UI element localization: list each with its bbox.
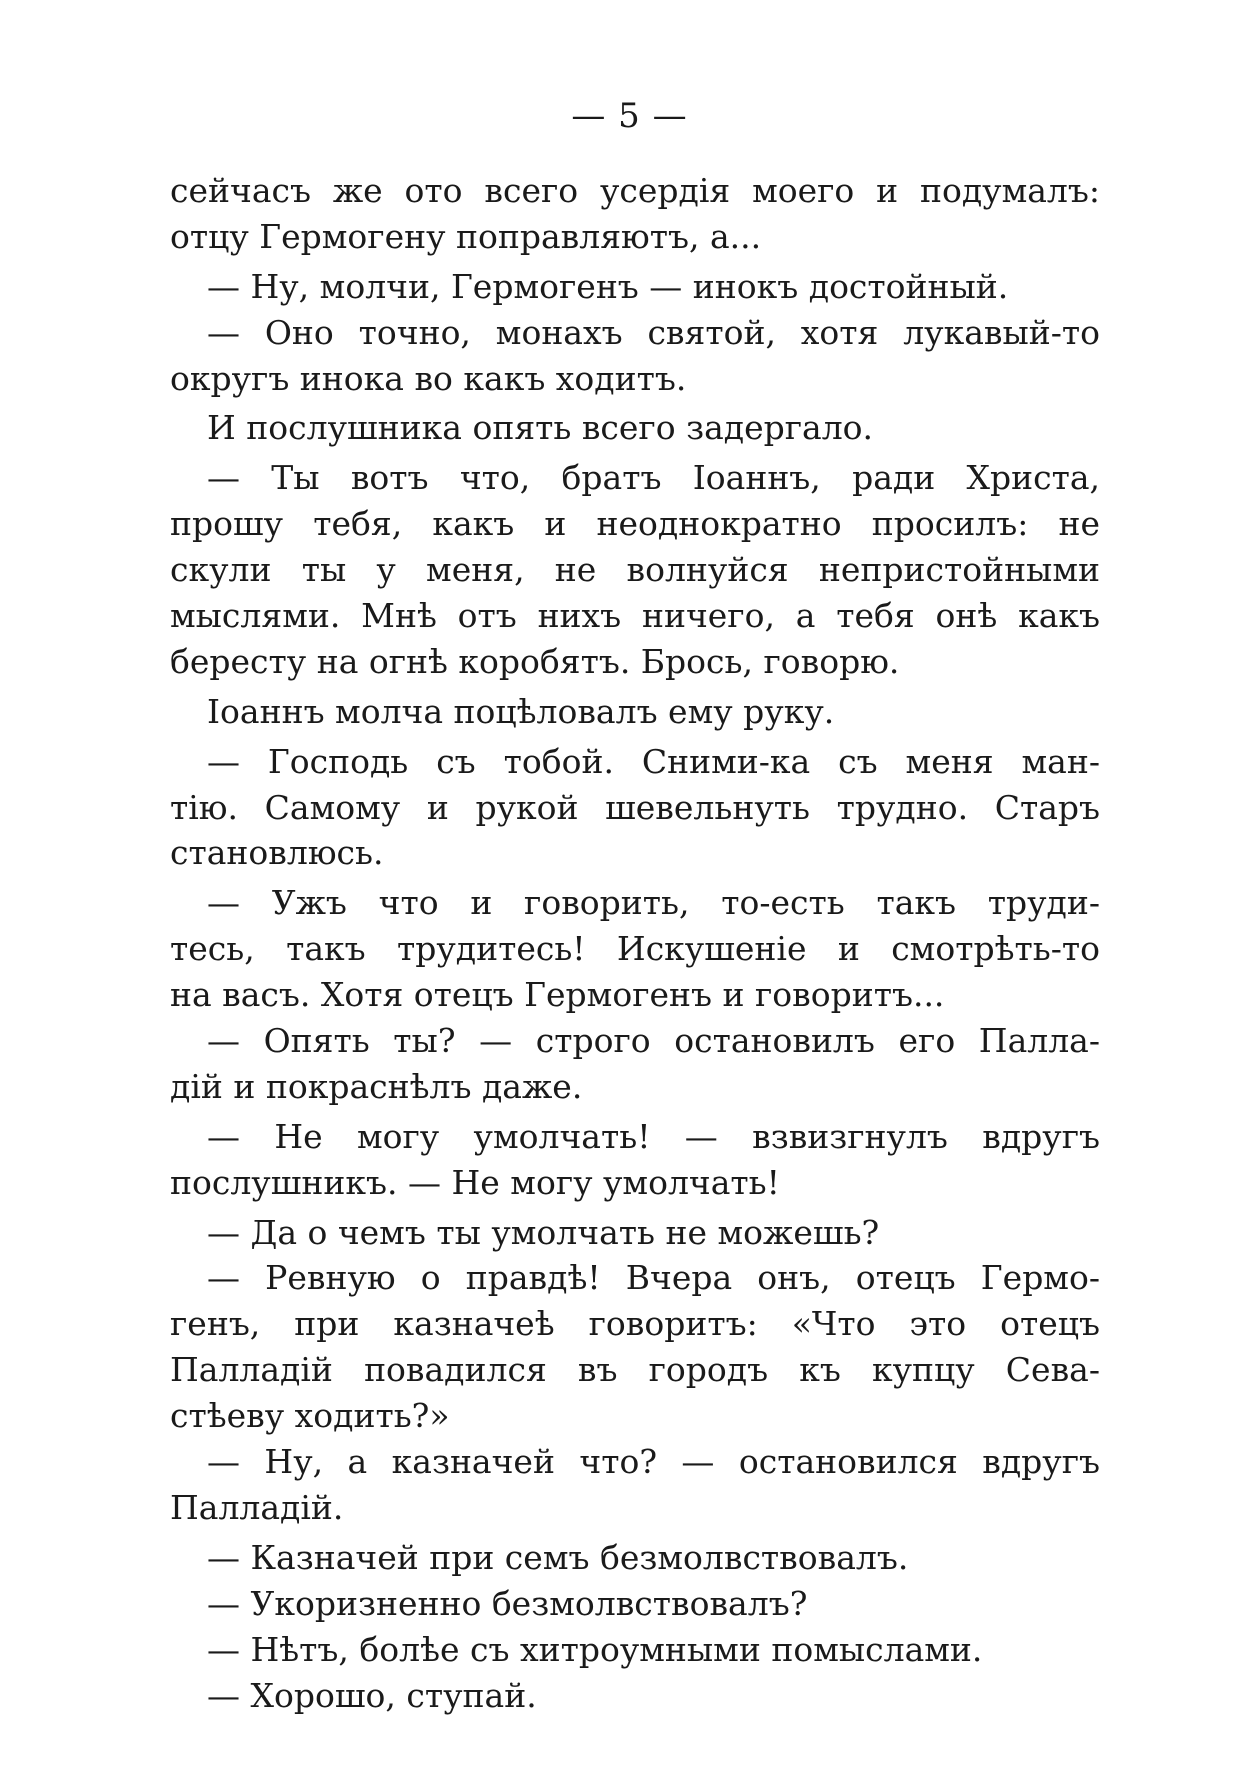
text-line: скули ты у меня, не волнуйся непристойными (170, 550, 1100, 590)
text-line: тесь, такъ трудитесь! Искушеніе и смотрѣть-то (170, 929, 1100, 969)
text-line: — Ревную о правдѣ! Вчера онъ, отецъ Гермо- (207, 1258, 1100, 1298)
text-line: прошу тебя, какъ и неоднократно просилъ: не (170, 504, 1100, 544)
text-line: — Не могу умолчать! — взвизгнулъ вдругъ (207, 1116, 1100, 1156)
text-line: Палладій. (170, 1487, 344, 1527)
text-line: бересту на огнѣ коробятъ. Брось, говорю. (170, 641, 900, 681)
text-line: — Оно точно, монахъ святой, хотя лукавый-то (207, 312, 1100, 352)
text-line: — Ужъ что и говорить, то-есть такъ труди- (207, 883, 1100, 923)
text-line: генъ, при казначеѣ говоритъ: «Что это отецъ (170, 1304, 1100, 1344)
text-line: — Казначей при семъ безмолвствовалъ. (207, 1537, 909, 1577)
text-line: отцу Гермогену поправляютъ, а... (170, 216, 762, 256)
page-number: — 5 — (571, 96, 688, 136)
text-line: послушникъ. — Не могу умолчать! (170, 1162, 780, 1202)
text-line: дій и покраснѣлъ даже. (170, 1066, 583, 1106)
text-line: — Ну, молчи, Гермогенъ — инокъ достойный. (207, 266, 1009, 306)
text-line: на васъ. Хотя отецъ Гермогенъ и говоритъ... (170, 975, 945, 1015)
text-line: — Господь съ тобой. Сними-ка съ меня ман- (207, 741, 1100, 781)
text-line: Палладій повадился въ городъ къ купцу Сева- (170, 1350, 1100, 1390)
text-line: — Укоризненно безмолвствовалъ? (207, 1583, 808, 1623)
text-line: — Опять ты? — строго остановилъ его Палла- (207, 1021, 1100, 1061)
text-line: — Ты вотъ что, братъ Іоаннъ, ради Христа, (207, 458, 1100, 498)
text-line: сейчасъ же ото всего усердія моего и подумалъ: (170, 171, 1100, 210)
text-line: становлюсь. (170, 833, 384, 873)
text-line: — Нѣтъ, болѣе съ хитроумными помыслами. (207, 1629, 983, 1669)
text-line: — Ну, а казначей что? — остановился вдругъ (207, 1442, 1100, 1482)
text-line: округъ инока во какъ ходитъ. (170, 358, 687, 398)
text-line: — Хорошо, ступай. (207, 1675, 537, 1715)
text-line: мыслями. Мнѣ отъ нихъ ничего, а тебя онѣ какъ (170, 596, 1100, 636)
text-line: тію. Самому и рукой шевельнуть трудно. Старъ (170, 787, 1100, 827)
text-line: стѣеву ходить?» (170, 1396, 450, 1436)
body-text (170, 168, 1100, 1718)
text-line: И послушника опять всего задергало. (207, 408, 874, 448)
text-line: — Да о чемъ ты умолчать не можешь? (207, 1212, 880, 1252)
text-line: Іоаннъ молча поцѣловалъ ему руку. (207, 691, 835, 731)
